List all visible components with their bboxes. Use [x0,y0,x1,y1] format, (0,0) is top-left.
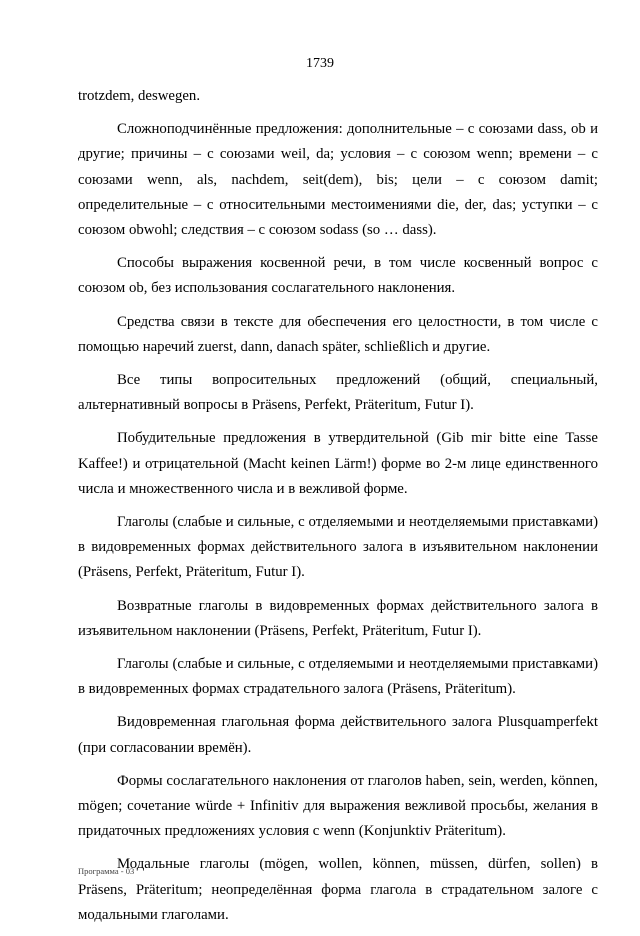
page-footer: Программа - 03 [78,866,135,876]
paragraph: trotzdem, deswegen. [78,88,201,104]
paragraph: Возвратные глаголы в видовременных формах действительного залога в изъявительном наклонении (Präsens, Perfekt, Präteritum, Futur I). [78,597,598,639]
paragraph: Формы сослагательного наклонения от глаголов haben, sein, werden, können, mögen; сочетание würde + Infinitiv для выражения вежливой просьбы, желания в придаточных предложениях условия с wenn (Konjunktiv Präteritum). [78,772,598,840]
paragraph: Сложноподчинённые предложения: дополнительные – с союзами dass, ob и другие; причины – с союзами weil, da; условия – с союзом wenn; времени – с союзами wenn, als, nachdem, seit(dem), bis; цели – с союзом damit; определительные – с относительными местоимениями die, der, das; уступки – с союзом obwohl; следствия – с союзом sodass (so … dass). [78,121,598,239]
paragraph: Побудительные предложения в утвердительной (Gib mir bitte eine Tasse Kaffee!) и отрицательной (Macht keinen Lärm!) форме во 2-м лице единственного числа и множественного числа и в вежливой форме. [78,430,598,497]
document-body [78,84,598,936]
paragraph: Модальные глаголы (mögen, wollen, können, müssen, dürfen, sollen) в Präsens, Präteritum; неопределённая форма глагола в страдательном залоге с модальными глаголами. [78,856,598,923]
page-number: 1739 [306,56,334,71]
paragraph: Все типы вопросительных предложений (общий, специальный, альтернативный вопросы в Präsens, Perfekt, Präteritum, Futur I). [78,372,598,414]
paragraph: Видовременная глагольная форма действительного залога Plusquamperfekt (при согласовании времён). [78,714,598,756]
paragraph: Средства связи в тексте для обеспечения его целостности, в том числе с помощью наречий zuerst, dann, danach später, schließlich и другие. [78,313,598,355]
paragraph: Глаголы (слабые и сильные, с отделяемыми и неотделяемыми приставками) в видовременных формах действительного залога в изъявительном наклонении (Präsens, Perfekt, Präteritum, Futur I). [78,514,598,581]
paragraph: Глаголы (слабые и сильные, с отделяемыми и неотделяемыми приставками) в видовременных формах страдательного залога (Präsens, Präteritum). [78,656,598,698]
paragraph: Способы выражения косвенной речи, в том числе косвенный вопрос с союзом ob, без использования сослагательного наклонения. [78,255,598,297]
